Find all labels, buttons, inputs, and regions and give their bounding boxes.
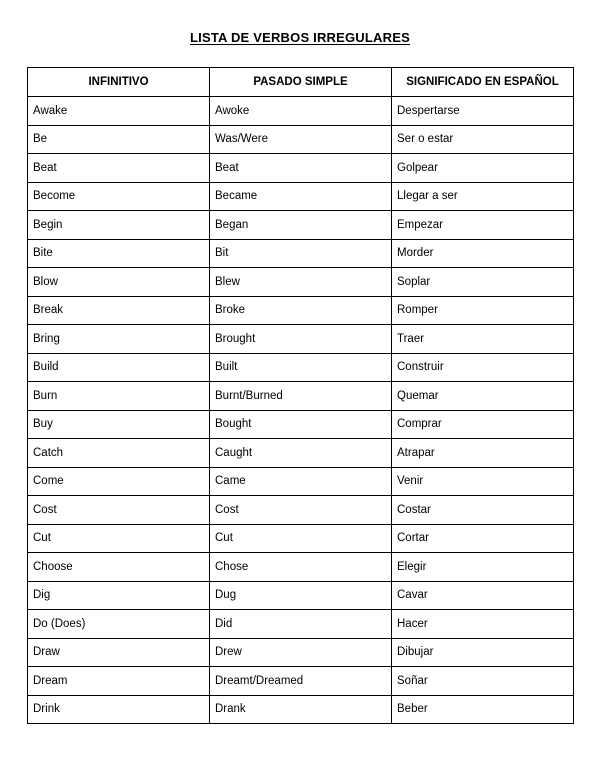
- significado-cell: Venir: [392, 467, 574, 496]
- significado-cell: Quemar: [392, 382, 574, 411]
- significado-cell: Ser o estar: [392, 125, 574, 154]
- infinitivo-cell: Drink: [28, 695, 210, 724]
- significado-cell: Soñar: [392, 667, 574, 696]
- pasado-simple-cell: Bit: [210, 239, 392, 268]
- pasado-simple-cell: Was/Were: [210, 125, 392, 154]
- infinitivo-cell: Do (Does): [28, 610, 210, 639]
- table-row: [28, 182, 574, 211]
- table-row: [28, 211, 574, 240]
- infinitivo-cell: Come: [28, 467, 210, 496]
- infinitivo-cell: Choose: [28, 553, 210, 582]
- infinitivo-cell: Awake: [28, 97, 210, 126]
- table-row: [28, 154, 574, 183]
- significado-cell: Llegar a ser: [392, 182, 574, 211]
- table-row: [28, 695, 574, 724]
- table-row: [28, 353, 574, 382]
- infinitivo-cell: Dream: [28, 667, 210, 696]
- infinitivo-cell: Catch: [28, 439, 210, 468]
- pasado-simple-cell: Began: [210, 211, 392, 240]
- pasado-simple-cell: Chose: [210, 553, 392, 582]
- significado-cell: Golpear: [392, 154, 574, 183]
- significado-cell: Morder: [392, 239, 574, 268]
- table-row: [28, 239, 574, 268]
- infinitivo-cell: Beat: [28, 154, 210, 183]
- header-significado: SIGNIFICADO EN ESPAÑOL: [392, 68, 574, 97]
- significado-cell: Dibujar: [392, 638, 574, 667]
- table-row: [28, 382, 574, 411]
- table-row: [28, 125, 574, 154]
- table-row: [28, 581, 574, 610]
- table-row: [28, 496, 574, 525]
- significado-cell: Atrapar: [392, 439, 574, 468]
- pasado-simple-cell: Became: [210, 182, 392, 211]
- verbs-table: [27, 67, 574, 724]
- infinitivo-cell: Bite: [28, 239, 210, 268]
- pasado-simple-cell: Drew: [210, 638, 392, 667]
- infinitivo-cell: Burn: [28, 382, 210, 411]
- pasado-simple-cell: Did: [210, 610, 392, 639]
- table-row: [28, 638, 574, 667]
- header-pasado-simple: PASADO SIMPLE: [210, 68, 392, 97]
- infinitivo-cell: Become: [28, 182, 210, 211]
- header-infinitivo: INFINITIVO: [28, 68, 210, 97]
- significado-cell: Traer: [392, 325, 574, 354]
- table-header-row: [28, 68, 574, 97]
- table-row: [28, 268, 574, 297]
- infinitivo-cell: Begin: [28, 211, 210, 240]
- table-row: [28, 667, 574, 696]
- infinitivo-cell: Blow: [28, 268, 210, 297]
- pasado-simple-cell: Dreamt/Dreamed: [210, 667, 392, 696]
- infinitivo-cell: Draw: [28, 638, 210, 667]
- pasado-simple-cell: Cut: [210, 524, 392, 553]
- table-row: [28, 467, 574, 496]
- pasado-simple-cell: Brought: [210, 325, 392, 354]
- significado-cell: Cavar: [392, 581, 574, 610]
- significado-cell: Costar: [392, 496, 574, 525]
- pasado-simple-cell: Beat: [210, 154, 392, 183]
- significado-cell: Despertarse: [392, 97, 574, 126]
- page-title: LISTA DE VERBOS IRREGULARES: [190, 30, 410, 45]
- infinitivo-cell: Buy: [28, 410, 210, 439]
- significado-cell: Hacer: [392, 610, 574, 639]
- infinitivo-cell: Be: [28, 125, 210, 154]
- infinitivo-cell: Cut: [28, 524, 210, 553]
- pasado-simple-cell: Dug: [210, 581, 392, 610]
- table-row: [28, 410, 574, 439]
- table-row: [28, 296, 574, 325]
- significado-cell: Empezar: [392, 211, 574, 240]
- significado-cell: Romper: [392, 296, 574, 325]
- significado-cell: Soplar: [392, 268, 574, 297]
- table-row: [28, 524, 574, 553]
- pasado-simple-cell: Cost: [210, 496, 392, 525]
- pasado-simple-cell: Drank: [210, 695, 392, 724]
- table-row: [28, 610, 574, 639]
- pasado-simple-cell: Bought: [210, 410, 392, 439]
- pasado-simple-cell: Blew: [210, 268, 392, 297]
- pasado-simple-cell: Broke: [210, 296, 392, 325]
- infinitivo-cell: Bring: [28, 325, 210, 354]
- table-row: [28, 439, 574, 468]
- pasado-simple-cell: Built: [210, 353, 392, 382]
- table-row: [28, 325, 574, 354]
- infinitivo-cell: Cost: [28, 496, 210, 525]
- infinitivo-cell: Break: [28, 296, 210, 325]
- significado-cell: Cortar: [392, 524, 574, 553]
- table-row: [28, 97, 574, 126]
- infinitivo-cell: Build: [28, 353, 210, 382]
- significado-cell: Comprar: [392, 410, 574, 439]
- infinitivo-cell: Dig: [28, 581, 210, 610]
- table-body: [28, 97, 574, 724]
- pasado-simple-cell: Caught: [210, 439, 392, 468]
- pasado-simple-cell: Awoke: [210, 97, 392, 126]
- pasado-simple-cell: Came: [210, 467, 392, 496]
- significado-cell: Beber: [392, 695, 574, 724]
- table-row: [28, 553, 574, 582]
- pasado-simple-cell: Burnt/Burned: [210, 382, 392, 411]
- significado-cell: Construir: [392, 353, 574, 382]
- significado-cell: Elegir: [392, 553, 574, 582]
